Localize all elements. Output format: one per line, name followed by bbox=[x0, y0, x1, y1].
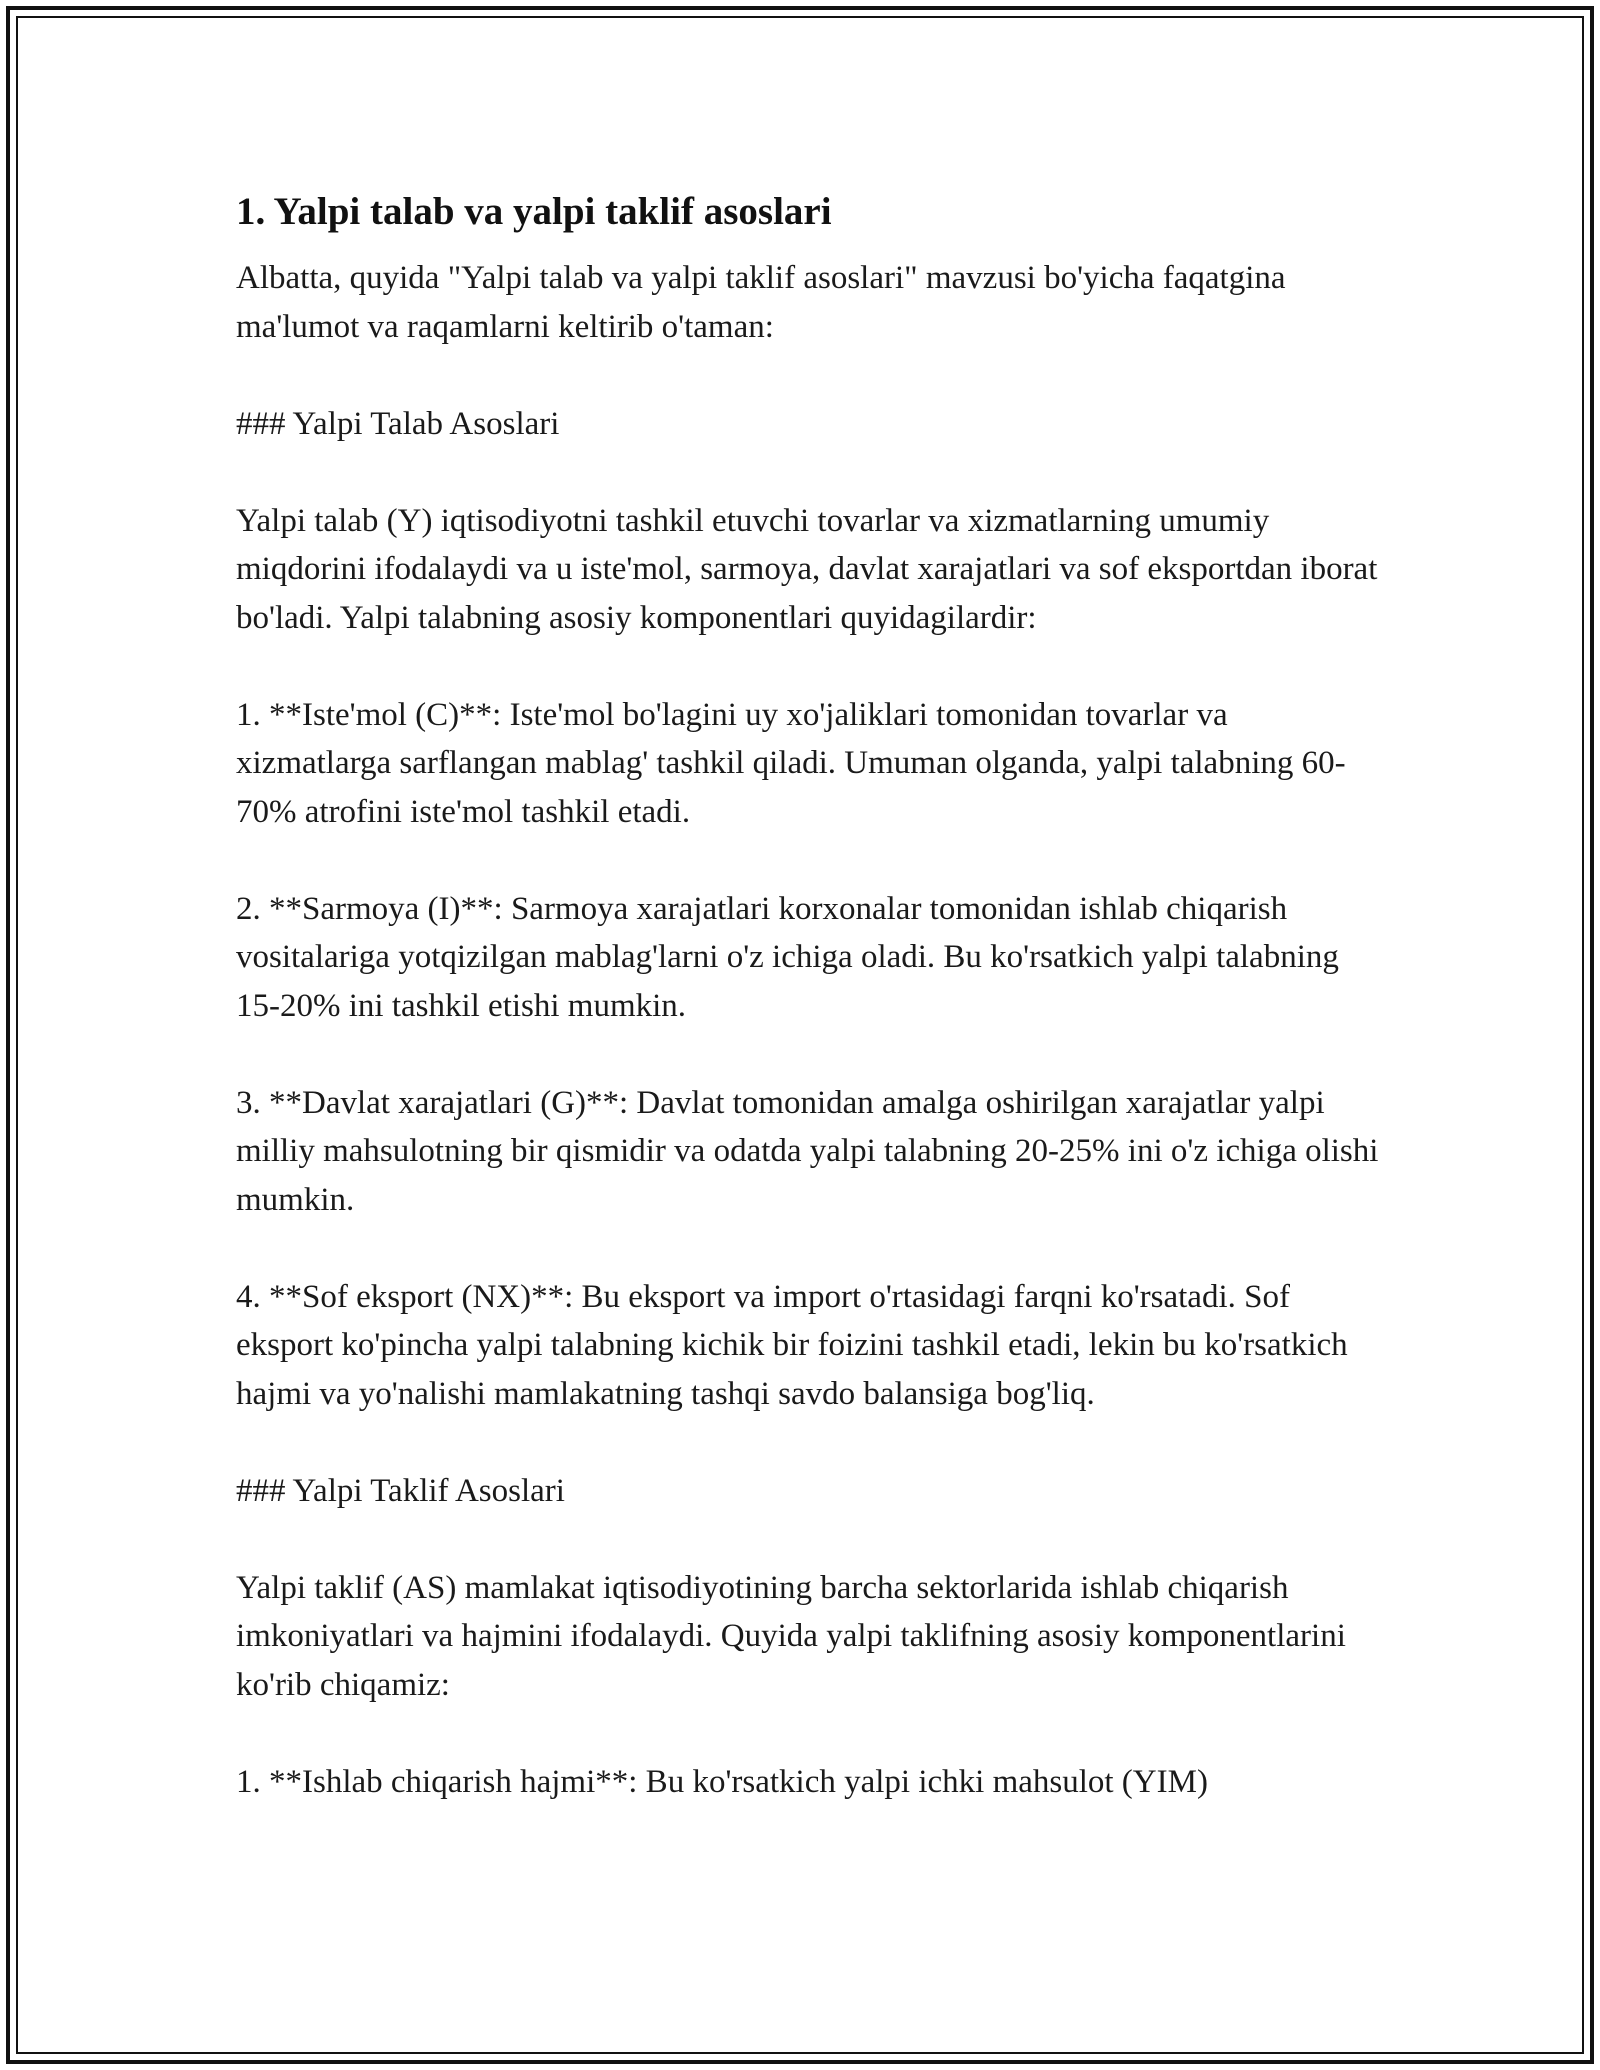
section-heading-yalpi-taklif: ### Yalpi Taklif Asoslari bbox=[236, 1472, 565, 1509]
intro-paragraph: Albatta, quyida "Yalpi talab va yalpi taklif asoslari" mavzusi bo'yicha faqatgina ma'lumot va raqamlarni keltirib o'taman: bbox=[236, 260, 1286, 345]
section-heading-yalpi-talab: ### Yalpi Talab Asoslari bbox=[236, 405, 560, 442]
document-title: 1. Yalpi talab va yalpi taklif asoslari bbox=[236, 190, 832, 233]
list-item-ishlab-chiqarish-hajmi: 1. **Ishlab chiqarish hajmi**: Bu ko'rsatkich yalpi ichki mahsulot (YIM) bbox=[236, 1763, 1208, 1800]
list-item-sof-eksport: 4. **Sof eksport (NX)**: Bu eksport va import o'rtasidagi farqni ko'rsatadi. Sof eksport ko'pincha yalpi talabning kichik bir foizini tashkil etadi, lekin bu ko'rsatkich hajmi va yo'nalishi mamlakatning tashqi savdo balansiga bog'liq. bbox=[236, 1278, 1348, 1412]
list-item-davlat-xarajatlari: 3. **Davlat xarajatlari (G)**: Davlat tomonidan amalga oshirilgan xarajatlar yalpi milliy mahsulotning bir qismidir va odatda yalpi talabning 20-25% ini o'z ichiga olishi mumkin. bbox=[236, 1084, 1379, 1218]
list-item-sarmoya: 2. **Sarmoya (I)**: Sarmoya xarajatlari korxonalar tomonidan ishlab chiqarish vositalariga yotqizilgan mablag'larni o'z ichiga oladi. Bu ko'rsatkich yalpi talabning 15-20% ini tashkil etishi mumkin. bbox=[236, 890, 1339, 1024]
document-page bbox=[236, 184, 1386, 1806]
list-item-istemol: 1. **Iste'mol (C)**: Iste'mol bo'lagini uy xo'jaliklari tomonidan tovarlar va xizmatlarga sarflangan mablag' tashkil qiladi. Umuman olganda, yalpi talabning 60-70% atrofini iste'mol tashkil etadi. bbox=[236, 696, 1346, 830]
yalpi-talab-definition-paragraph: Yalpi talab (Y) iqtisodiyotni tashkil etuvchi tovarlar va xizmatlarning umumiy miqdorini ifodalaydi va u iste'mol, sarmoya, davlat xarajatlari va sof eksportdan iborat bo'ladi. Yalpi talabning asosiy komponentlari quyidagilardir: bbox=[236, 502, 1378, 636]
yalpi-taklif-definition-paragraph: Yalpi taklif (AS) mamlakat iqtisodiyotining barcha sektorlarida ishlab chiqarish imkoniyatlari va hajmini ifodalaydi. Quyida yalpi taklifning asosiy komponentlarini ko'rib chiqamiz: bbox=[236, 1569, 1346, 1703]
